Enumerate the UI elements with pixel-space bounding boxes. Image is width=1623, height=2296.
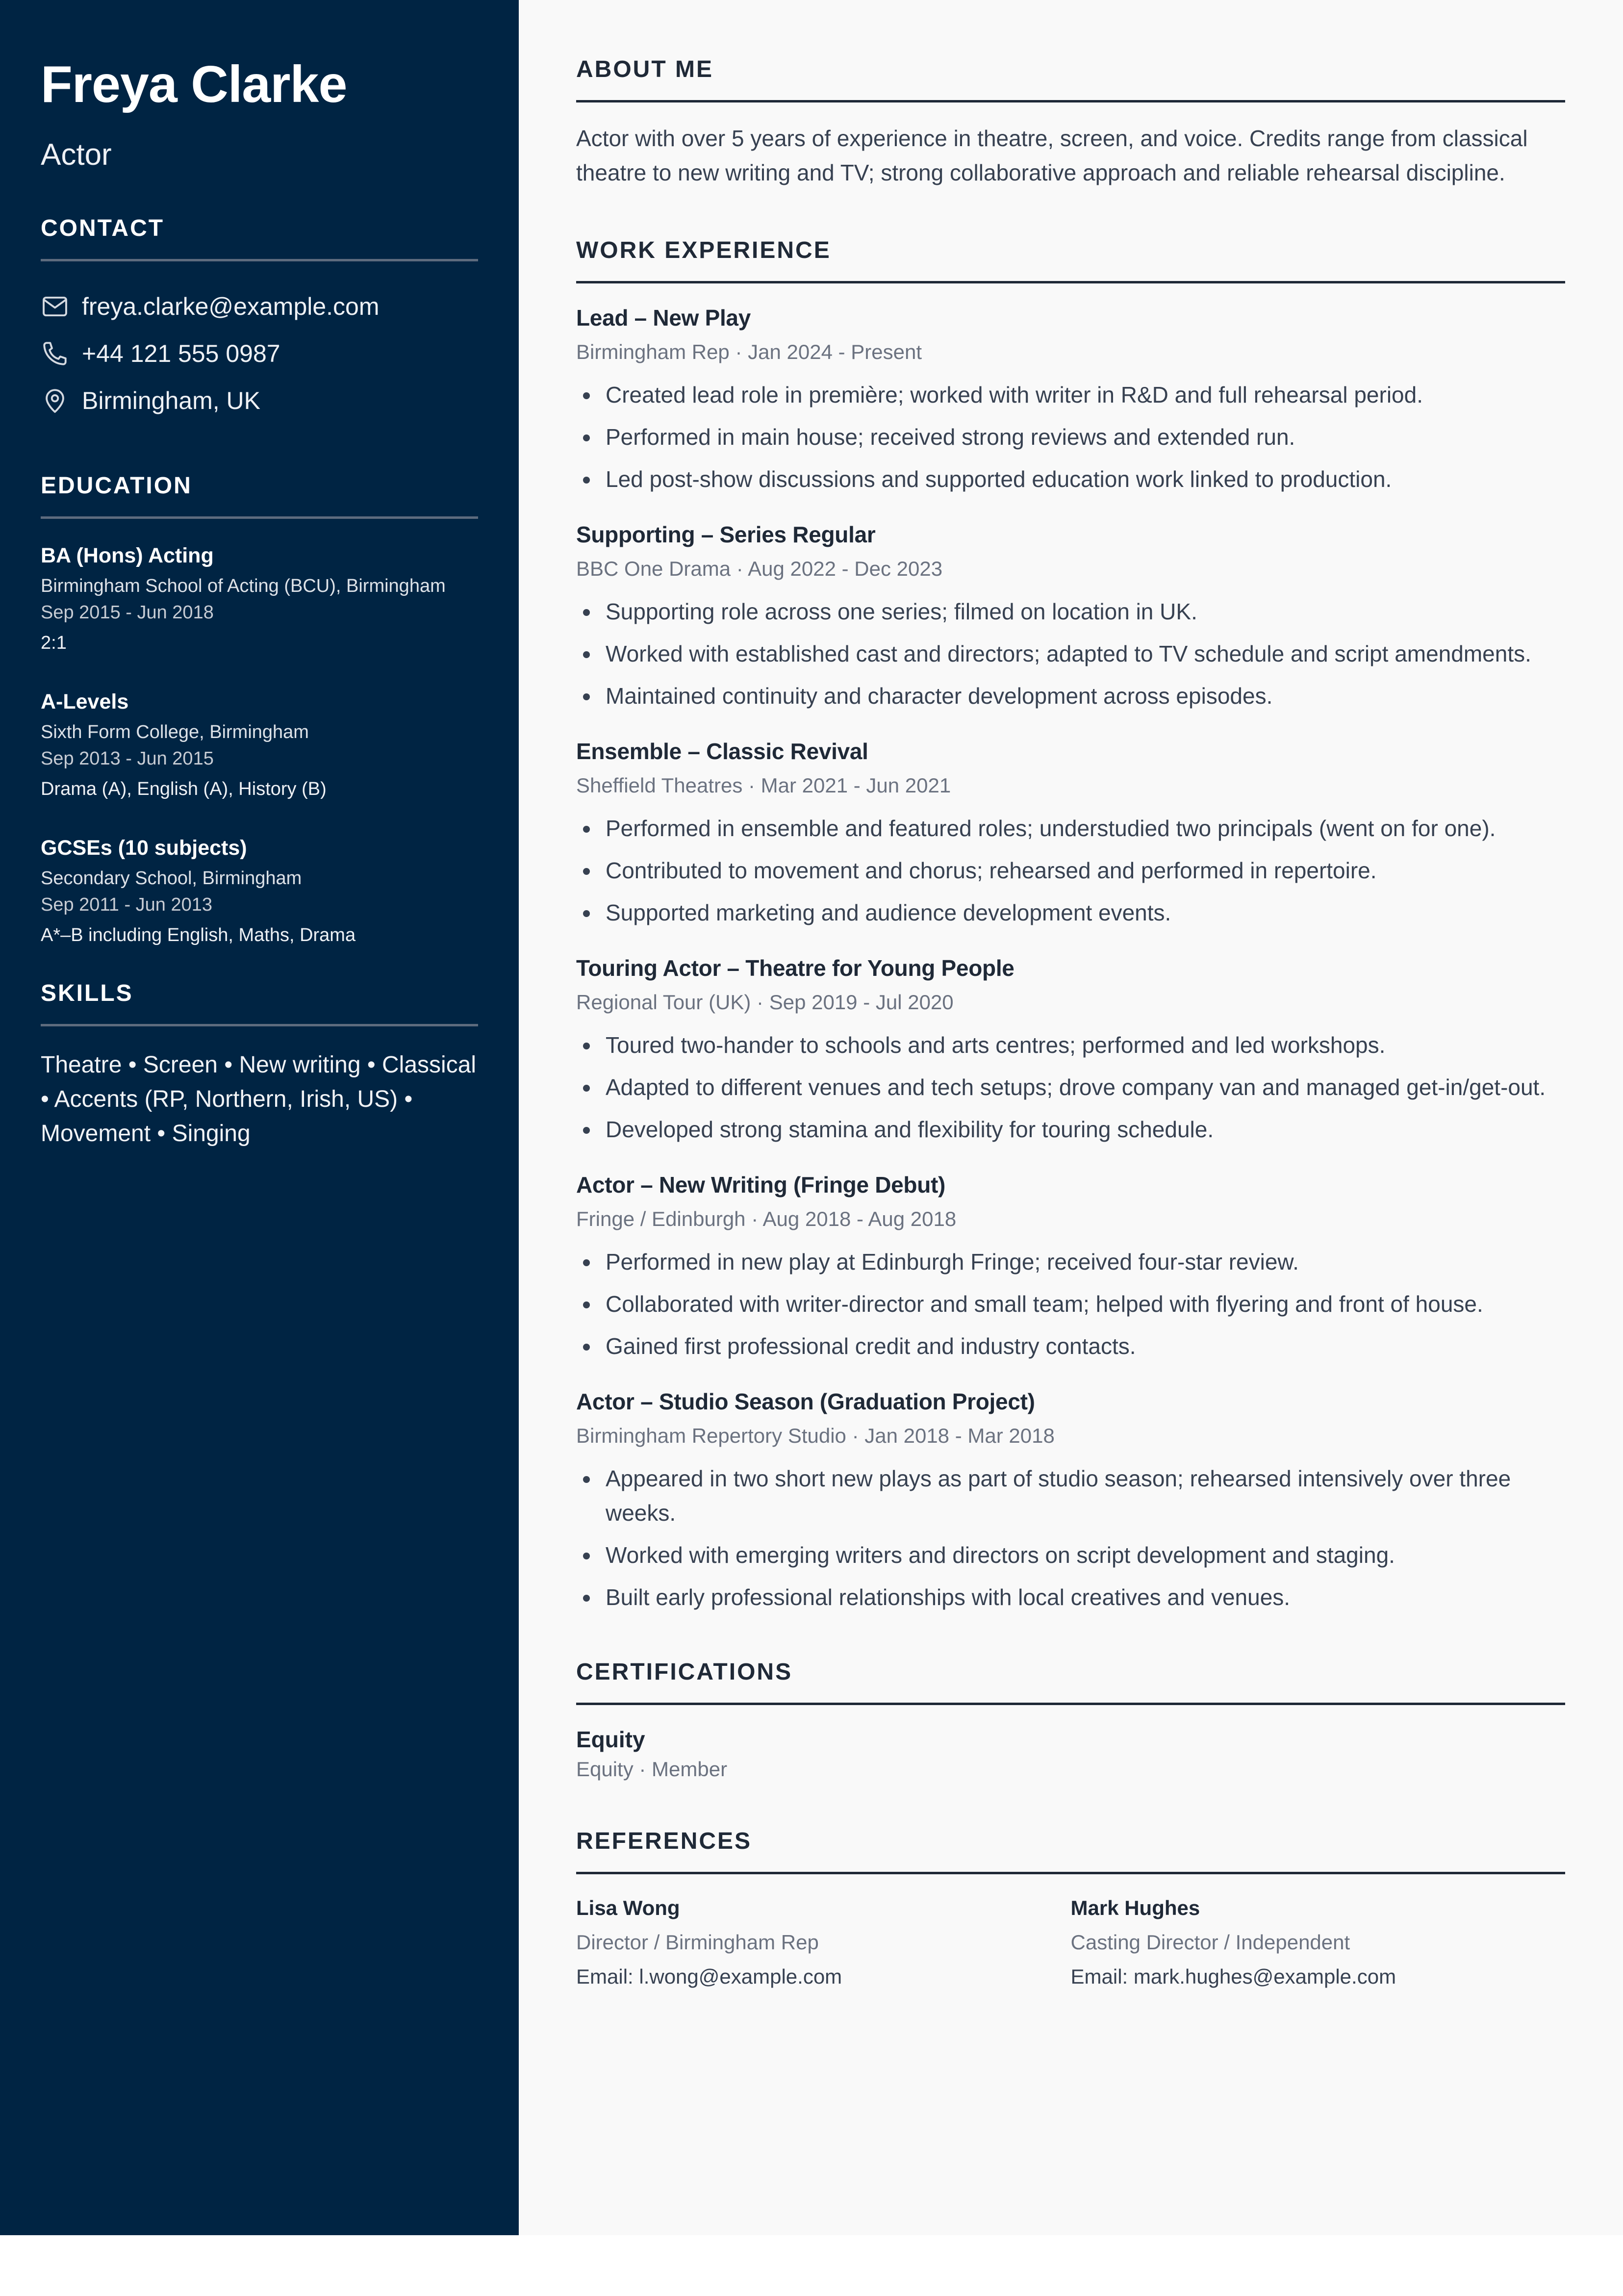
job-entry [576, 952, 1565, 1147]
location-pin-icon [41, 386, 69, 415]
education-item [41, 833, 478, 948]
job-meta: Regional Tour (UK) · Sep 2019 - Jul 2020 [576, 991, 954, 1014]
section-divider [41, 259, 478, 261]
reference-name: Mark Hughes [1070, 1896, 1200, 1919]
job-bullet: Built early professional relationships with local creatives and venues. [576, 1580, 1565, 1614]
reference-email[interactable]: Email: l.wong@example.com [576, 1965, 842, 1988]
contact-email-text: freya.clarke@example.com [82, 293, 380, 320]
education-section [41, 471, 478, 948]
main-content [576, 55, 1565, 2037]
reference-name: Lisa Wong [576, 1896, 680, 1919]
section-divider [576, 281, 1565, 283]
job-bullet: Supporting role across one series; filmed on location in UK. [576, 594, 1565, 629]
certifications-section [576, 1658, 1565, 1784]
references-section [576, 1827, 1565, 1994]
reference-item [576, 1893, 1071, 1994]
job-bullet: Led post-show discussions and supported education work linked to production. [576, 462, 1565, 496]
certifications-heading: CERTIFICATIONS [576, 1659, 793, 1685]
job-bullets [576, 1461, 1565, 1614]
job-bullets [576, 811, 1565, 930]
section-divider [576, 1703, 1565, 1705]
contact-phone-text: +44 121 555 0987 [82, 340, 280, 367]
phone-icon [41, 339, 69, 368]
job-bullet: Developed strong stamina and flexibility for touring schedule. [576, 1112, 1565, 1147]
education-dates: Sep 2015 - Jun 2018 [41, 602, 214, 623]
reference-email[interactable]: Email: mark.hughes@example.com [1070, 1965, 1396, 1988]
references-heading: REFERENCES [576, 1828, 752, 1854]
certification-meta: Equity · Member [576, 1758, 728, 1781]
about-heading: ABOUT ME [576, 56, 713, 82]
job-meta: Sheffield Theatres · Mar 2021 - Jun 2021 [576, 774, 951, 797]
contact-email[interactable] [41, 283, 478, 330]
job-entry [576, 736, 1565, 930]
skills-heading: SKILLS [41, 980, 133, 1006]
job-bullet: Adapted to different venues and tech setups; drove company van and managed get-in/get-out. [576, 1070, 1565, 1104]
reference-role: Casting Director / Independent [1070, 1931, 1350, 1954]
job-entry [576, 1386, 1565, 1614]
education-school: Birmingham School of Acting (BCU), Birmingham [41, 576, 446, 596]
job-bullet: Performed in main house; received strong reviews and extended run. [576, 420, 1565, 454]
job-title: Touring Actor – Theatre for Young People [576, 955, 1014, 981]
certification-name: Equity [576, 1727, 645, 1752]
job-bullet: Supported marketing and audience development events. [576, 895, 1565, 930]
skills-list: Theatre • Screen • New writing • Classical • Accents (RP, Northern, Irish, US) • Movement • Singing [41, 1052, 477, 1147]
job-meta: Fringe / Edinburgh · Aug 2018 - Aug 2018 [576, 1207, 957, 1230]
references-list [576, 1893, 1565, 1994]
job-bullet: Worked with established cast and directors; adapted to TV schedule and script amendments. [576, 637, 1565, 671]
job-meta: BBC One Drama · Aug 2022 - Dec 2023 [576, 557, 943, 580]
job-bullets [576, 378, 1565, 496]
experience-heading: WORK EXPERIENCE [576, 237, 831, 263]
job-bullet: Performed in ensemble and featured roles; understudied two principals (went on for one). [576, 811, 1565, 845]
sidebar [0, 0, 519, 2235]
job-meta: Birmingham Rep · Jan 2024 - Present [576, 340, 922, 363]
section-divider [576, 1872, 1565, 1874]
education-note: 2:1 [41, 633, 67, 653]
education-item [41, 687, 478, 802]
education-item [41, 540, 478, 656]
about-text: Actor with over 5 years of experience in theatre, screen, and voice. Credits range from classical theatre to new writing and TV; strong collaborative approach and reliable rehearsal discipline. [576, 126, 1528, 185]
education-degree: BA (Hons) Acting [41, 544, 214, 567]
contact-location [41, 377, 478, 424]
contact-location-text: Birmingham, UK [82, 387, 260, 414]
contact-phone[interactable] [41, 330, 478, 377]
section-divider [576, 100, 1565, 102]
experience-section [576, 236, 1565, 1614]
job-entry [576, 302, 1565, 496]
education-dates: Sep 2013 - Jun 2015 [41, 748, 214, 769]
job-bullets [576, 1245, 1565, 1363]
section-divider [41, 516, 478, 519]
job-bullet: Appeared in two short new plays as part of studio season; rehearsed intensively over three weeks. [576, 1461, 1565, 1530]
education-dates: Sep 2011 - Jun 2013 [41, 894, 213, 915]
education-note: A*–B including English, Maths, Drama [41, 925, 356, 945]
education-heading: EDUCATION [41, 473, 192, 499]
job-bullet: Created lead role in première; worked with writer in R&D and full rehearsal period. [576, 378, 1565, 412]
job-entry [576, 1169, 1565, 1363]
candidate-title: Actor [41, 138, 112, 172]
job-bullet: Gained first professional credit and industry contacts. [576, 1329, 1565, 1363]
job-bullet: Toured two-hander to schools and arts centres; performed and led workshops. [576, 1028, 1565, 1062]
contact-section [41, 214, 478, 424]
education-school: Secondary School, Birmingham [41, 868, 302, 889]
job-title: Actor – Studio Season (Graduation Project) [576, 1389, 1035, 1414]
job-bullets [576, 1028, 1565, 1147]
job-bullet: Maintained continuity and character development across episodes. [576, 679, 1565, 713]
job-bullet: Contributed to movement and chorus; rehearsed and performed in repertoire. [576, 853, 1565, 888]
job-title: Supporting – Series Regular [576, 522, 876, 547]
education-note: Drama (A), English (A), History (B) [41, 779, 327, 799]
skills-section [41, 979, 478, 1151]
about-section [576, 55, 1565, 190]
education-school: Sixth Form College, Birmingham [41, 722, 309, 742]
reference-item [1071, 1893, 1566, 1994]
certification-item [576, 1724, 1565, 1784]
job-title: Actor – New Writing (Fringe Debut) [576, 1172, 946, 1198]
job-title: Lead – New Play [576, 305, 751, 331]
mail-icon [41, 292, 69, 321]
section-divider [41, 1024, 478, 1026]
job-title: Ensemble – Classic Revival [576, 739, 868, 764]
job-bullet: Collaborated with writer-director and small team; helped with flyering and front of house. [576, 1287, 1565, 1321]
education-degree: A-Levels [41, 690, 129, 714]
job-bullets [576, 594, 1565, 713]
reference-role: Director / Birmingham Rep [576, 1931, 819, 1954]
job-bullet: Performed in new play at Edinburgh Fringe; received four-star review. [576, 1245, 1565, 1279]
job-meta: Birmingham Repertory Studio · Jan 2018 - Mar 2018 [576, 1424, 1055, 1447]
contact-heading: CONTACT [41, 215, 165, 241]
candidate-name: Freya Clarke [41, 55, 347, 113]
job-entry [576, 519, 1565, 713]
job-bullet: Worked with emerging writers and directors on script development and staging. [576, 1538, 1565, 1572]
education-degree: GCSEs (10 subjects) [41, 836, 247, 860]
